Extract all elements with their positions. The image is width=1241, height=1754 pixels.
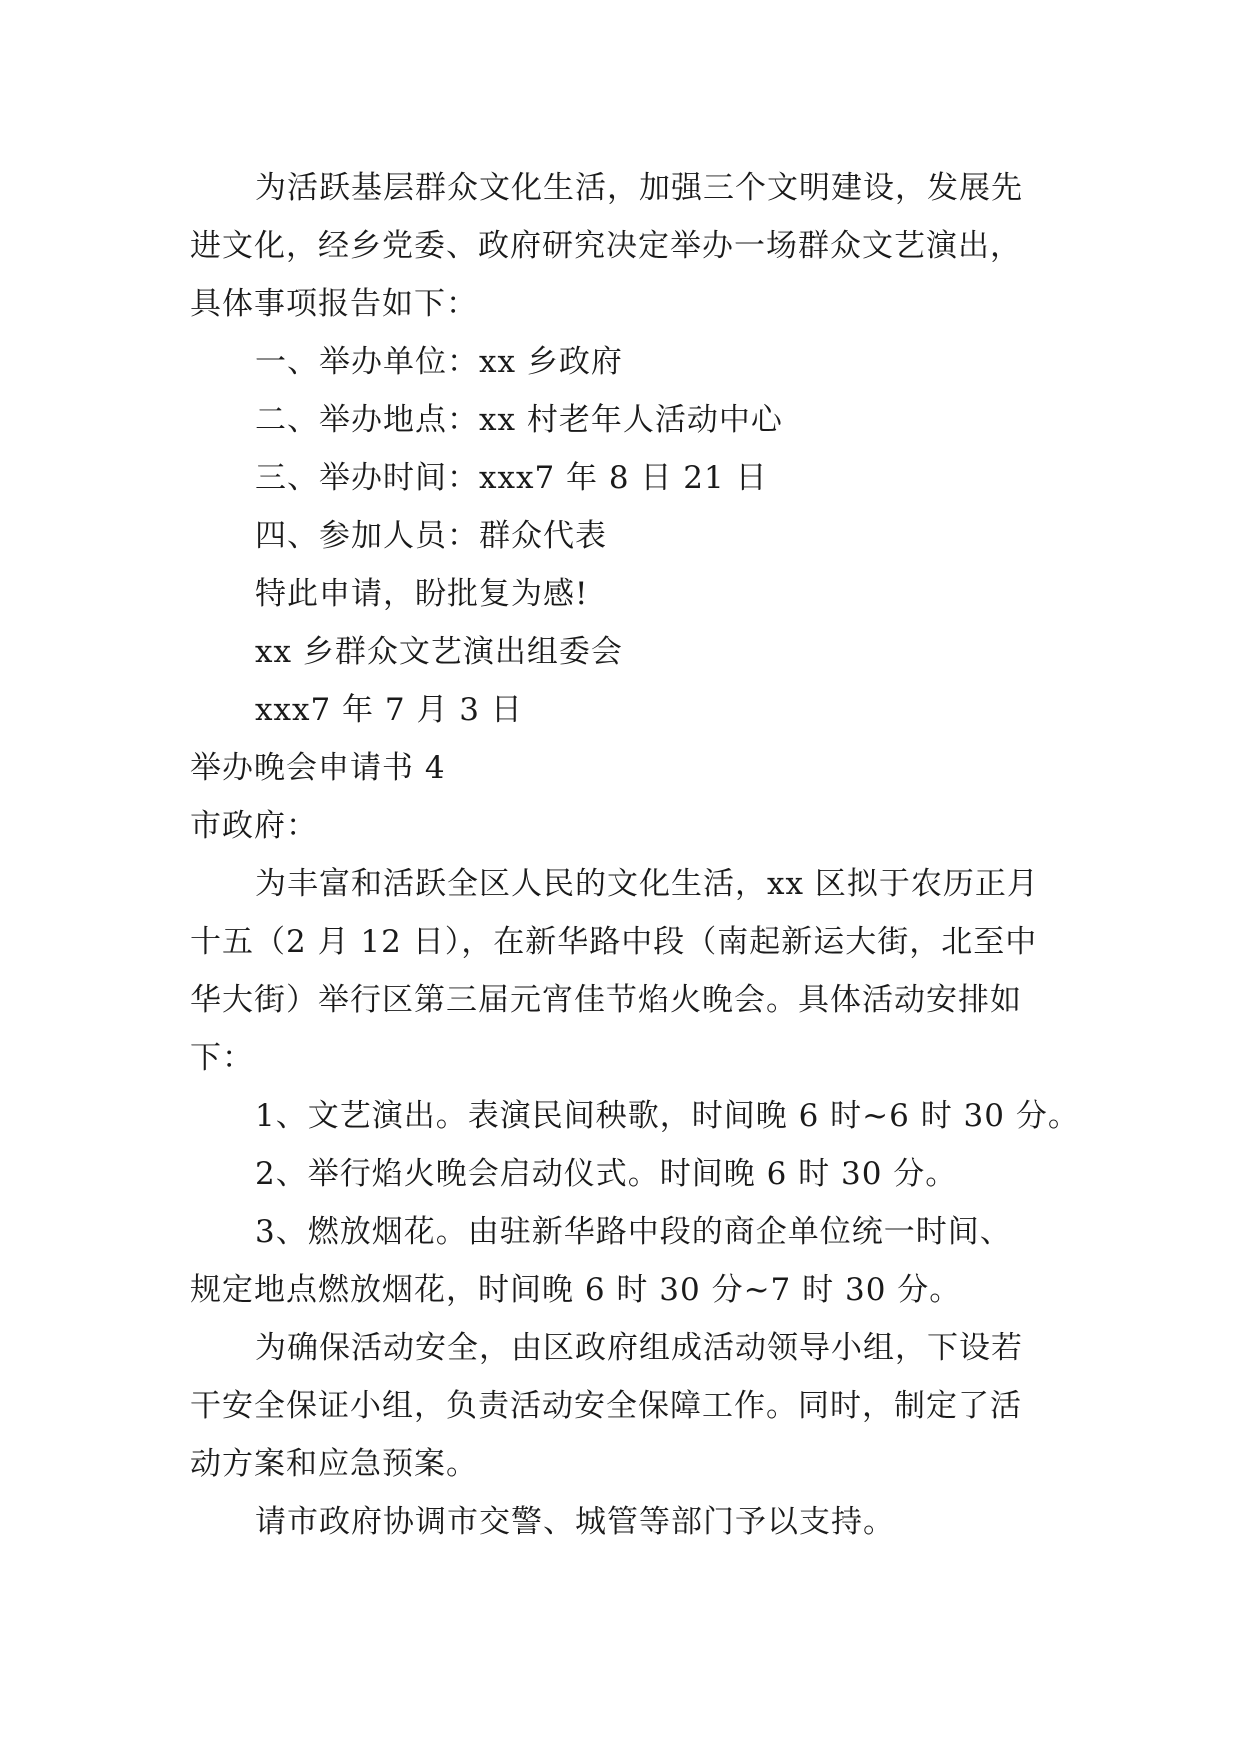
paragraph-line: 为活跃基层群众文化生活，加强三个文明建设，发展先 xyxy=(255,170,1023,206)
addressee: 市政府： xyxy=(190,808,318,844)
signature: xx 乡群众文艺演出组委会 xyxy=(255,634,623,670)
list-item: 2、举行焰火晚会启动仪式。时间晚 6 时 30 分。 xyxy=(255,1156,958,1192)
list-item: 3、燃放烟花。由驻新华路中段的商企单位统一时间、 xyxy=(255,1214,1012,1250)
paragraph-line: 请市政府协调市交警、城管等部门予以支持。 xyxy=(255,1504,895,1540)
paragraph-line: 为丰富和活跃全区人民的文化生活，xx 区拟于农历正月 xyxy=(255,866,1039,902)
paragraph-line: 干安全保证小组，负责活动安全保障工作。同时，制定了活 xyxy=(190,1388,1022,1424)
paragraph-line: 为确保活动安全，由区政府组成活动领导小组，下设若 xyxy=(255,1330,1023,1366)
closing-line: 特此申请，盼批复为感! xyxy=(255,576,589,612)
paragraph-line: 动方案和应急预案。 xyxy=(190,1446,478,1482)
paragraph-line: 下： xyxy=(190,1040,254,1076)
list-item: 四、参加人员：群众代表 xyxy=(255,518,607,554)
date-line: xxx7 年 7 月 3 日 xyxy=(255,692,523,728)
paragraph-line: 华大街）举行区第三届元宵佳节焰火晚会。具体活动安排如 xyxy=(190,982,1022,1018)
paragraph-line: 十五（2 月 12 日），在新华路中段（南起新运大街，北至中 xyxy=(190,924,1038,960)
list-item-continuation: 规定地点燃放烟花，时间晚 6 时 30 分~7 时 30 分。 xyxy=(190,1272,962,1308)
paragraph-line: 进文化，经乡党委、政府研究决定举办一场群众文艺演出， xyxy=(190,228,1022,264)
list-item: 二、举办地点：xx 村老年人活动中心 xyxy=(255,402,783,438)
list-item: 1、文艺演出。表演民间秧歌，时间晚 6 时~6 时 30 分。 xyxy=(255,1098,1080,1134)
list-item: 三、举办时间：xxx7 年 8 日 21 日 xyxy=(255,460,768,496)
section-title: 举办晚会申请书 4 xyxy=(190,750,446,786)
list-item: 一、举办单位：xx 乡政府 xyxy=(255,344,623,380)
paragraph-line: 具体事项报告如下： xyxy=(190,286,478,322)
